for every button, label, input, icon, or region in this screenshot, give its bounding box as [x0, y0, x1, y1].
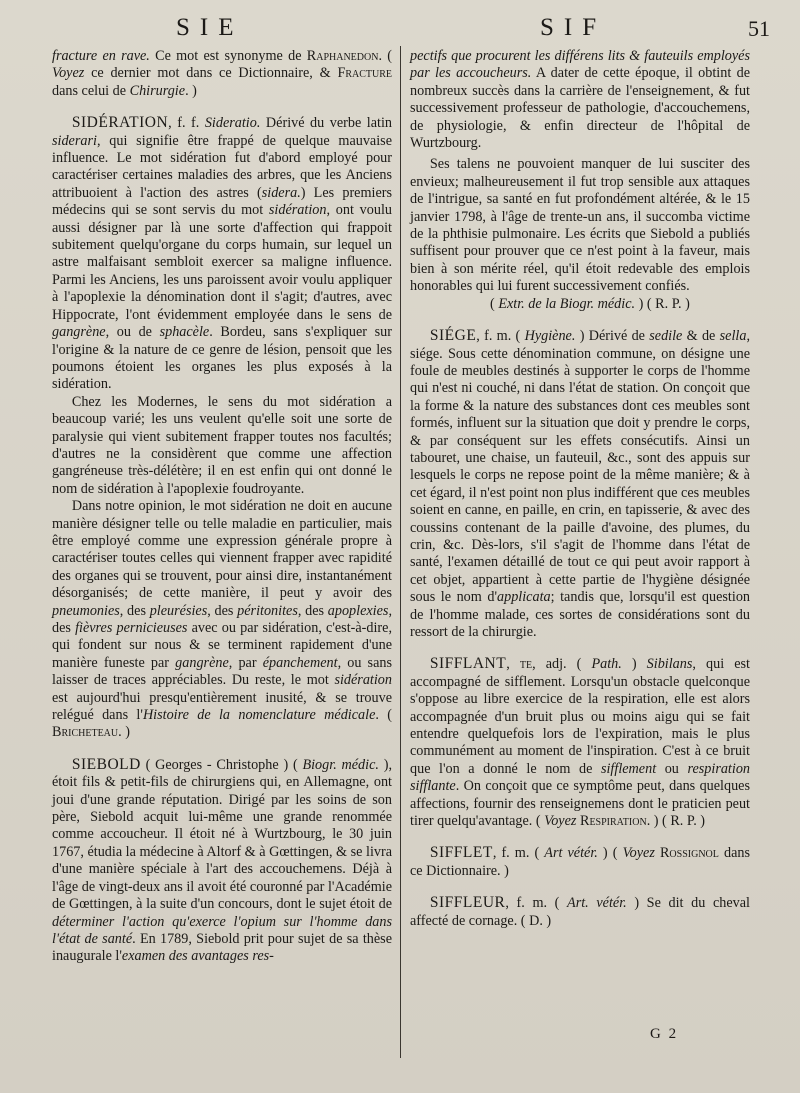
right-column: [410, 48, 750, 930]
entry-headword: SIEBOLD: [71, 755, 141, 773]
text-run: dans celui de: [52, 82, 130, 99]
running-head-left: SIE: [176, 14, 244, 41]
running-head-right: SIF: [540, 14, 607, 41]
text-run: ; tandis que, lorsqu'il est question de l'homme malade, ces sortes de considérations sont du ressort de la chirurgie.: [410, 589, 751, 640]
continued-entry-fracture: [52, 48, 392, 100]
text-run: , f. m. (: [505, 895, 568, 912]
text-run: ,: [506, 656, 520, 673]
paragraph-siebold-career: Ses talens ne pouvoient manquer de lui susciter des envieux; malheureusement il fut trop sensible aux attaques de l'intrigue, sa santé en fut profondément altérée, & le 15 janvier 1798, à l'âge de trente-un ans, il succomba victime de la phthisie pulmonaire. Les écrits que Siebold a publiés suffisent pour prouver que ce n'est point à la faveur, mais bien à son mérite réel, qu'il étoit redevable des emplois honorables qui lui furent successivement confiés.: [410, 156, 750, 295]
text-run: . (: [375, 707, 392, 724]
author-signature: Bricheteau: [52, 724, 119, 741]
text-run: , par: [228, 654, 263, 671]
cross-reference: Raphanedon: [306, 48, 379, 64]
italic-term: gangrène: [52, 324, 106, 341]
text-run: & de: [682, 328, 720, 345]
italic-term: sidera.: [261, 184, 301, 201]
text-run: , siége. Sous cette dénomination commune, on désigne une foule de meubles destinés à supporter le corps de l'homme qui n'est ni couché, ni dans l'état de station. On conçoit que la forme & la nature des substances dont ces meubles sont formés, influent sur la situation que doit y prendre le corps, & par conséquent sur les effets consécutifs. Ainsi un tabouret, une chaise, un fauteuil, &c., sont des appuis sur lesquels le corps ne repose point de la même manière; & à cet égard, il n'est point non plus indifférent que ces meubles soient en canne, en paille, en crin, en tapisserie, & avec des coussins contenant de la paille d'avoine, des plumes, du crin, &c. Dès-lors, s'il s'agit de l'homme dans l'état de santé, l'examen détaillé de tout ce qui peut avoir rapport à cet objet, appartient à cette partie de l'hygiène désignée sous le nom d': [410, 328, 750, 606]
text-run: Dans notre opinion, le mot sidération ne doit en aucune manière désigner telle ou telle maladie en particulier, mais être employé comme une expression générale propre à caractériser toutes celles qui viennent frapper avec rapidité des organes qui se trouvent, pour ainsi dire, instantanément désorganisés; de cette manière, il peut y avoir des: [52, 498, 392, 602]
page-header: [0, 0, 800, 48]
text-run: avec ou par sidération, c'est-à-dire, qui fondent sur nous & se terminent rapidement d'une manière funeste par: [52, 620, 392, 671]
entry-siebold: [52, 756, 392, 966]
text-run: , qui est accompagné de sifflement. Lorsqu'un obstacle quelconque s'oppose au libre exercice de la respiration, elle est alors accompagnée d'un bruit plus ou moins aigu qui se fait entendre quelquefois lors de l'expiration, mais le plus communément au moment de l'inspiration. C'est à ce bruit que l'on a donné le nom de: [410, 656, 750, 777]
text-run: ) Les premiers médecins qui se sont servis du mot: [52, 184, 392, 219]
text-run: , des: [119, 602, 150, 619]
italic-term: siderari: [52, 132, 97, 149]
text-run: (: [490, 295, 499, 312]
italic-term: sidération: [268, 202, 327, 219]
text-run: , f. m. (: [492, 845, 545, 862]
italic-term: Histoire de la nomenclature médicale: [142, 707, 376, 724]
entry-headword: SIFFLET: [429, 844, 493, 862]
italic-term: pneumonies: [52, 602, 120, 619]
italic-term: sphacèle: [159, 324, 210, 341]
text-run: , ou de: [105, 324, 160, 341]
italic-term: Sideratio.: [204, 115, 261, 132]
text-run: , des: [207, 602, 238, 619]
cross-reference: Respiration: [579, 813, 647, 830]
text-run: Dérivé du verbe latin: [260, 115, 393, 132]
italic-term: déterminer l'action qu'exerce l'opium sur l'homme dans l'état de santé: [52, 913, 392, 947]
text-run: est aujourd'hui presqu'entièrement inusité, & se trouve relégué dans l': [52, 689, 392, 724]
entry-sifflet: [410, 844, 750, 880]
voyez-label: Voyez: [52, 65, 85, 82]
signature-mark: G 2: [650, 1026, 679, 1042]
text-run: , f. f.: [168, 115, 205, 132]
italic-term: Chirurgie: [129, 82, 186, 99]
cross-reference: Rossignol: [659, 845, 719, 862]
voyez-label: Voyez: [622, 845, 655, 862]
text-run: , ont voulu aussi désigner par là une sorte d'affection qui frappoit subitement quelqu'organe du corps humain, sur lequel un astre malfaisant sembloit exercer sa maligne influence. Parmi les Anciens, les uns paroissent avoir voulu appliquer à l'apoplexie la dénomination dont il s'agit; d'autres, avec Hippocrate, l'ont évidemment employée dans le sens de: [52, 202, 392, 323]
italic-term: apoplexies: [327, 602, 389, 619]
column-divider: [400, 46, 401, 1058]
text-run: ) (: [597, 845, 623, 862]
italic-term: gangrène: [175, 654, 229, 671]
text-run: , f. m. (: [476, 328, 525, 345]
italic-term: Extr. de la Biogr. médic.: [498, 295, 636, 312]
text-run: ( Georges - Christophe ) (: [140, 756, 303, 773]
text-run: ) Dérivé de: [575, 328, 650, 345]
text-run: A dater de cette époque, il obtint de nombreux succès dans la carrière de l'enseignement, & fut successivement professeur de pathologie, d'accouchemens, de physiologie, & enfin directeur de l'hôpital de Wurtzbourg.: [410, 65, 750, 152]
entry-sifflant: [410, 655, 750, 830]
text-run: Ce mot est synonyme de: [149, 48, 307, 64]
cross-reference: Fracture: [337, 65, 392, 82]
entry-headword: SIÉGE: [429, 327, 477, 345]
text-run: ce dernier mot dans ce Dictionnaire, &: [84, 65, 338, 82]
paragraph-opinion: [52, 498, 392, 742]
italic-term: péritonites: [237, 602, 298, 619]
text-run: . En 1789, Siebold prit pour sujet de sa thèse inaugurale l': [52, 930, 393, 965]
text-run: . ) ( R. P. ): [646, 813, 706, 830]
italic-term: Art vétér.: [544, 845, 598, 862]
italic-term: épanchement: [262, 654, 338, 671]
italic-term: Art. vétér.: [567, 895, 627, 912]
left-column: [52, 48, 392, 966]
text-run: , des: [52, 602, 392, 636]
italic-term: examen des avantages res-: [121, 948, 274, 965]
voyez-label: Voyez: [544, 813, 577, 830]
text-run: ) ( R. P. ): [635, 295, 690, 312]
text-run: . ): [185, 82, 197, 99]
entry-headword: SIDÉRATION: [71, 114, 169, 132]
italic-term: sifflement: [600, 760, 657, 777]
text-run: . (: [378, 48, 392, 64]
italic-term: Biogr. médic.: [302, 756, 379, 773]
text-run: . ): [118, 724, 130, 741]
italic-term: applicata: [497, 589, 551, 606]
text-run: , adj. (: [532, 656, 592, 673]
continued-entry-siebold: [410, 48, 750, 152]
italic-term: sedile: [649, 328, 683, 345]
entry-sideration: [52, 114, 392, 394]
page-number: 51: [748, 16, 770, 41]
italic-term: pleurésies: [149, 602, 208, 619]
text-run: , des: [297, 602, 328, 619]
entry-siege: [410, 327, 750, 641]
italic-term: Sibilans: [646, 656, 693, 673]
text-run: dans ce Dictionnaire. ): [410, 845, 750, 879]
text-run: . On conçoit que ce symptôme peut, dans quelques affections, fournir des renseignemens dont le praticien peut tirer quelqu'avantage. (: [410, 778, 750, 830]
entry-headword: SIFFLANT: [429, 655, 507, 673]
italic-term: Hygiène.: [524, 328, 576, 345]
text-run: , qui signifie être frappé de quelque mauvaise influence. Le mot sidération fut d'abord employé pour caractériser certaines maladies des arbres, que les Anciens attribuoient à l'action des astres (: [52, 132, 392, 201]
text-run: ), étoit fils & petit-fils de chirurgiens qui, en Allemagne, ont joui d'une grande réputation. Dirigé par les soins de son père, Siebold acquit lui-même une grande renommée comme accoucheur. Il étoit né à Wurtzbourg, le 30 juin 1767, étudia la médecine à Altorf & à Gœttingen, & se livra d'une manière spéciale à l'art des accouchemens. Déjà à l'âge de vingt-deux ans il avoit été couronné par l'Académie de Gœttingen, à la suite d'un concours, dont le sujet étoit de: [52, 756, 393, 913]
text-run: , ou sans laisser de traces appréciables. Du reste, le mot: [52, 654, 392, 689]
italic-term: respiration sifflante: [410, 760, 751, 795]
paragraph-moderns: Chez les Modernes, le sens du mot sidération a beaucoup varié; les uns veulent qu'elle soit une sorte de paralysie qui vient subitement frapper toutes nos facultés; d'autres ne la considèrent que comme une affection gangréneuse très-délétère; il en est enfin qui ont donné le nom de sidération à l'apoplexie foudroyante.: [52, 393, 392, 497]
italic-term: Path.: [591, 656, 622, 673]
source-signature: [410, 296, 750, 313]
text-run: ou: [656, 760, 688, 777]
entry-siffleur: [410, 894, 750, 930]
italic-term: pectifs que procurent les différens lits & fauteuils employés par les accoucheurs.: [410, 48, 750, 82]
text-run: . Bordeu, sans s'expliquer sur l'origine & la nature de ce genre de lésion, pensoit que les poumons étoient les organes les plus exposés à la sidération.: [52, 324, 392, 393]
italic-term: sella: [719, 328, 747, 345]
italic-term: fracture en rave.: [52, 48, 150, 64]
text-run: ): [621, 656, 647, 673]
text-run: ) Se dit du cheval affecté de cornage. ( D. ): [410, 895, 750, 929]
italic-term: sidération: [334, 672, 392, 689]
entry-headword: SIFFLEUR: [429, 894, 506, 912]
gender-ending: te: [519, 656, 533, 673]
italic-term: fièvres pernicieuses: [75, 620, 188, 636]
